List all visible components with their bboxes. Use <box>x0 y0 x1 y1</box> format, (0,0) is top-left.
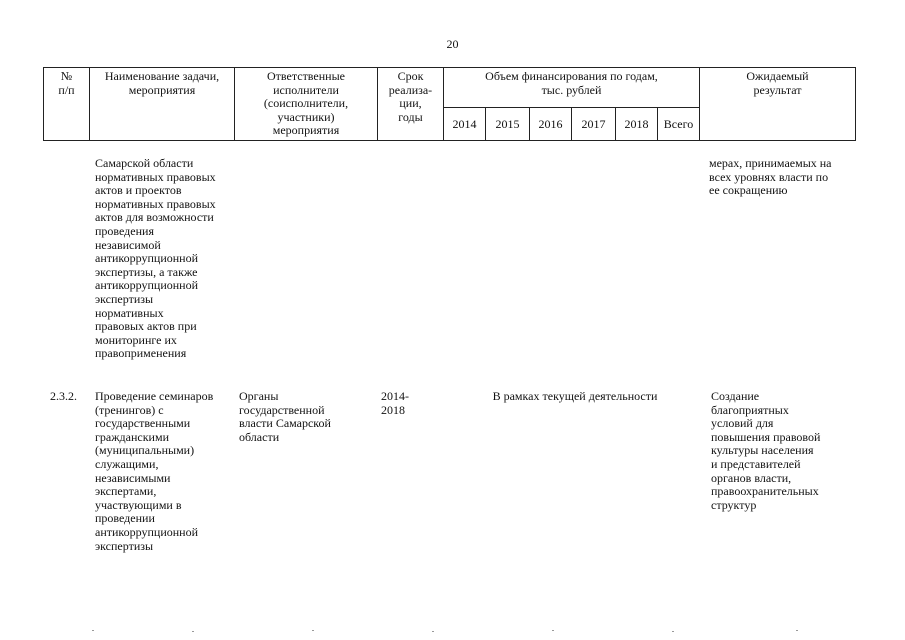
scan-speck <box>312 630 314 631</box>
header-col-task: Наименование задачи, мероприятия <box>90 68 235 141</box>
header-year-2018: 2018 <box>616 107 658 140</box>
header-year-2015: 2015 <box>486 107 530 140</box>
row2-result: Создание благоприятных условий для повышения правовой культуры населения и представителей органов власти, правоохранительных структур <box>711 389 821 512</box>
header-year-2017: 2017 <box>572 107 616 140</box>
row2-number: 2.3.2. <box>50 389 77 403</box>
scan-speck <box>92 630 94 631</box>
row1-result: мерах, принимаемых на всех уровнях власти по ее сокращению <box>709 156 832 198</box>
row2-term: 2014- 2018 <box>381 389 409 417</box>
header-year-total: Всего <box>658 107 700 140</box>
row2-executor: Органы государственной власти Самарской области <box>239 389 331 444</box>
header-col-number: № п/п <box>44 68 90 141</box>
row2-financing: В рамках текущей деятельности <box>492 389 658 403</box>
header-col-result: Ожидаемый результат <box>700 68 856 141</box>
row1-task: Самарской области нормативных правовых актов и проектов нормативных правовых актов для возможности проведения независимой антикоррупционной экспертизы, а также антикоррупционной экспертизы нормативных правовых актов при мониторинге их правоприменения <box>95 156 216 361</box>
header-col-executor: Ответственные исполнители (соисполнители, участники) мероприятия <box>235 68 378 141</box>
scan-speck <box>672 631 674 632</box>
scan-speck <box>796 630 798 631</box>
header-col-term: Срок реализа- ции, годы <box>378 68 444 141</box>
table-header <box>43 67 856 141</box>
scan-speck <box>552 630 554 631</box>
scan-speck <box>432 631 434 632</box>
page-number: 20 <box>446 37 459 51</box>
header-col-financing: Объем финансирования по годам, тыс. рублей <box>444 68 700 108</box>
scan-speck <box>192 631 194 632</box>
row2-task: Проведение семинаров (тренингов) с государственными гражданскими (муниципальными) служащими, независимыми экспертами, участвующими в проведении антикоррупционной экспертизы <box>95 389 214 553</box>
header-year-2014: 2014 <box>444 107 486 140</box>
header-year-2016: 2016 <box>530 107 572 140</box>
